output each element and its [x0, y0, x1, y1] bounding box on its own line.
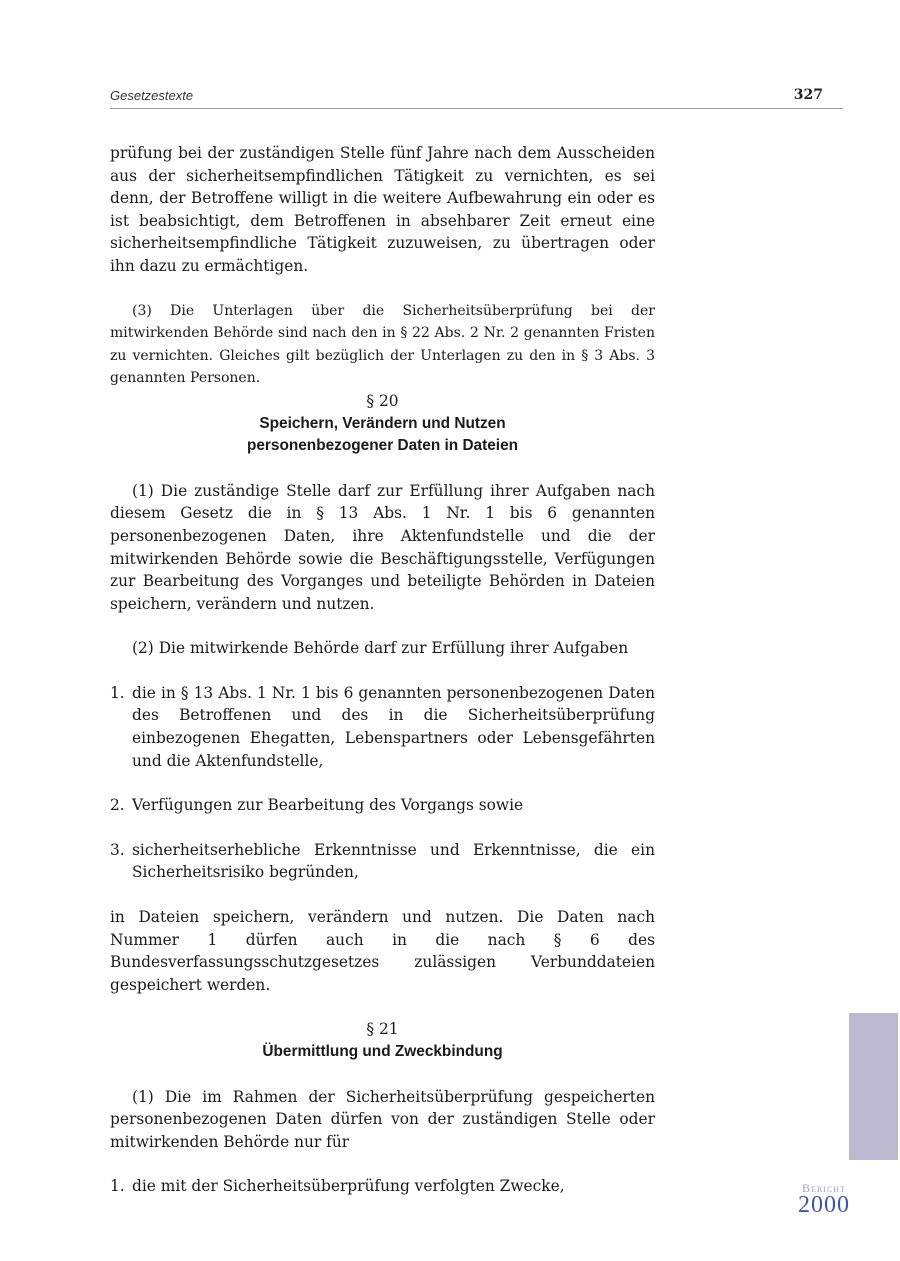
section-20-paragraph-1: (1) Die zuständige Stelle darf zur Erfüllung ihrer Aufgaben nach diesem Gesetz die in § 13 Abs. 1 Nr. 1 bis 6 genannten personenbezogenen Daten, ihre Aktenfundstelle und die der mitwirkenden Behörde sowie die Beschäftigungsstelle, Verfügungen zur Bearbeitung des Vorganges und beteiligte Behörden in Dateien speichern, verändern und nutzen.: [110, 481, 655, 613]
section-20-list: [110, 682, 655, 884]
intro-paragraph: prüfung bei der zuständigen Stelle fünf Jahre nach dem Ausscheiden aus der sicherheitsempfindlichen Tätigkeit zu vernichten, es sei denn, der Betroffene willigt in die weitere Aufbewahrung ein oder es ist beabsichtigt, dem Betroffenen in absehbarer Zeit erneut eine sicherheitsempfindliche Tätigkeit zuzuweisen, zu übertragen oder ihn dazu zu ermächtigen.: [110, 144, 655, 275]
list-item: [110, 839, 655, 884]
logo-word: Bericht: [802, 1181, 846, 1195]
list-item-marker: 1.: [110, 1177, 125, 1196]
section-21-list: [110, 1175, 655, 1198]
section-20-closing: in Dateien speichern, verändern und nutzen. Die Daten nach Nummer 1 dürfen auch in die nach § 6 des Bundesverfassungsschutzgesetzes zulässigen Verbunddateien gespeichert werden.: [110, 908, 655, 994]
list-item: [110, 1175, 655, 1198]
running-header: [110, 86, 843, 109]
page-number: 327: [793, 87, 823, 103]
section-21-title: Übermittlung und Zweckbindung: [262, 1043, 503, 1060]
bericht-2000-logo: [789, 1182, 859, 1216]
section-20-title-line1: Speichern, Verändern und Nutzen: [259, 414, 506, 432]
list-item: [110, 794, 655, 817]
list-item-text: die mit der Sicherheitsüberprüfung verfolgten Zwecke,: [132, 1177, 565, 1196]
section-21-number: § 21: [366, 1020, 399, 1039]
section-20-title-line2: personenbezogener Daten in Dateien: [246, 437, 519, 455]
list-item-marker: 1.: [110, 683, 125, 702]
section-20-number: § 20: [366, 391, 399, 410]
page-body: [110, 142, 655, 1198]
section-21-paragraph-1: (1) Die im Rahmen der Sicherheitsüberprüfung gespeicherten personenbezogenen Daten dürfen von der zuständigen Stelle oder mitwirkenden Behörde nur für: [110, 1087, 655, 1151]
list-item-text: sicherheitserhebliche Erkenntnisse und Erkenntnisse, die ein Sicherheitsrisiko begründen,: [132, 840, 655, 882]
thumb-index-tab: [849, 1013, 898, 1160]
section-21-heading: [110, 1018, 655, 1063]
list-item-text: Verfügungen zur Bearbeitung des Vorgangs sowie: [132, 796, 524, 815]
list-item-marker: 3.: [110, 840, 125, 859]
header-title: Gesetzestexte: [110, 88, 194, 103]
section-20-paragraph-2: (2) Die mitwirkende Behörde darf zur Erfüllung ihrer Aufgaben: [132, 639, 629, 658]
list-item: [110, 682, 655, 772]
paragraph-3: (3) Die Unterlagen über die Sicherheitsüberprüfung bei der mitwirkenden Behörde sind nach den in § 22 Abs. 2 Nr. 2 genannten Fristen zu vernichten. Gleiches gilt bezüglich der Unterlagen zu den in § 3 Abs. 3 genannten Personen.: [110, 302, 655, 387]
logo-year: 2000: [798, 1192, 850, 1218]
list-item-text: die in § 13 Abs. 1 Nr. 1 bis 6 genannten personenbezogenen Daten des Betroffenen und des in die Sicherheitsüberprüfung einbezogenen Ehegatten, Lebenspartners oder Lebensgefährten und die Aktenfundstelle,: [132, 683, 655, 770]
list-item-marker: 2.: [110, 796, 125, 815]
section-20-heading: [110, 390, 655, 458]
